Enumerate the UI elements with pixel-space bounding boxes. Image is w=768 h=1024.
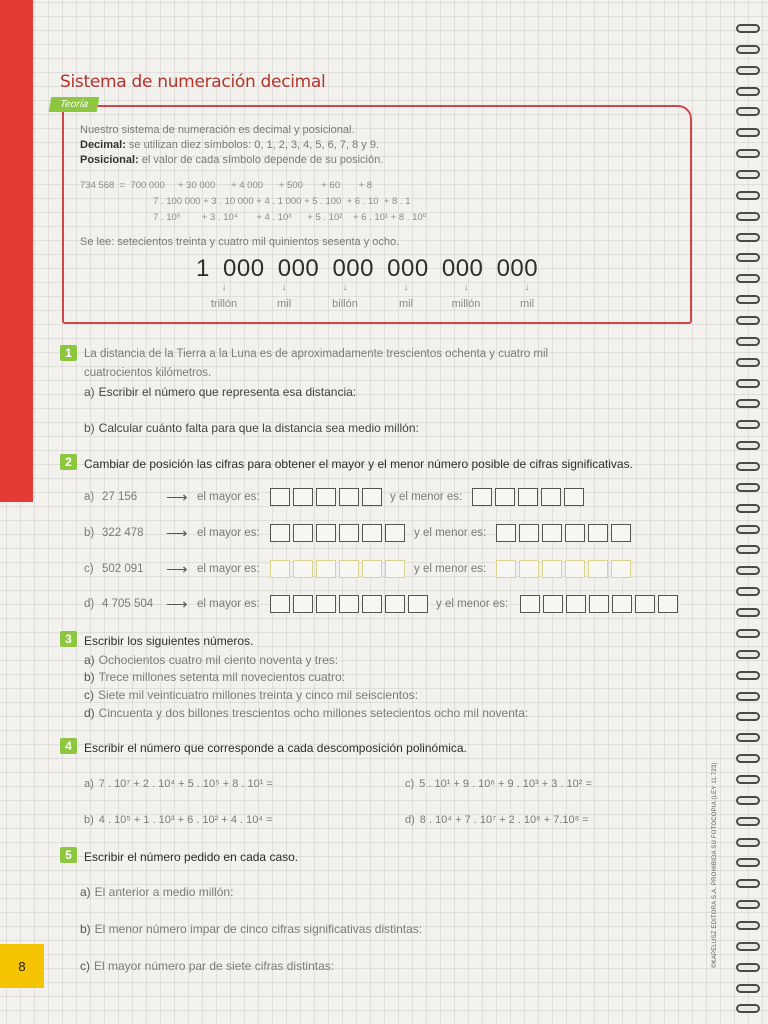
scale-billon: [315, 282, 375, 310]
scale-mil-1: [254, 282, 314, 310]
menor-label: y el menor es:: [414, 563, 487, 575]
mayor-label: el mayor es:: [197, 563, 260, 575]
scale-label: trillón: [210, 298, 238, 310]
digit-box[interactable]: [270, 488, 290, 506]
exercise-4c: [405, 778, 592, 790]
spiral-ring: [736, 441, 760, 450]
exercise-5b: [80, 922, 422, 936]
spiral-ring: [736, 274, 760, 283]
exercise-4a: [84, 778, 273, 790]
posicional-label: Posicional:: [80, 154, 139, 166]
mayor-answer-boxes[interactable]: [270, 524, 405, 542]
digit-box[interactable]: [472, 488, 492, 506]
spiral-ring: [736, 900, 760, 909]
scale-label: millón: [451, 298, 481, 310]
digit-box[interactable]: [543, 595, 563, 613]
digit-box[interactable]: [565, 560, 585, 578]
digit-box[interactable]: [496, 560, 516, 578]
spiral-ring: [736, 253, 760, 262]
row-number: 502 091: [102, 563, 144, 575]
digit-box[interactable]: [611, 524, 631, 542]
theory-intro: Nuestro sistema de numeración es decimal y posicional.: [80, 124, 355, 136]
digit-box[interactable]: [339, 560, 359, 578]
scale-millon: [436, 282, 496, 310]
menor-answer-boxes[interactable]: [472, 488, 584, 506]
digit-box[interactable]: [495, 488, 515, 506]
spiral-ring: [736, 879, 760, 888]
down-arrow-icon: ↓: [342, 282, 348, 293]
item-expression: 4 . 10⁵ + 1 . 10³ + 6 . 10² + 4 . 10⁴ =: [98, 814, 273, 826]
spiral-ring: [736, 504, 760, 513]
digit-box[interactable]: [316, 595, 336, 613]
exercise-3-title: Escribir los siguientes números.: [84, 634, 254, 648]
item-text: El menor número impar de cinco cifras significativas distintas:: [94, 922, 423, 936]
spiral-ring: [736, 608, 760, 617]
menor-answer-boxes[interactable]: [496, 560, 631, 578]
scale-label: mil: [276, 298, 292, 310]
spiral-ring: [736, 483, 760, 492]
exercise-2-title: Cambiar de posición las cifras para obtener el mayor y el menor número posible de cifras significativas.: [84, 457, 633, 471]
digit-box[interactable]: [518, 488, 538, 506]
menor-label: y el menor es:: [390, 491, 463, 503]
posicional-text: el valor de cada símbolo depende de su posición.: [138, 154, 384, 166]
digit-box[interactable]: [362, 560, 382, 578]
row-letter: d): [84, 598, 95, 610]
spiral-ring: [736, 712, 760, 721]
menor-label: y el menor es:: [414, 527, 487, 539]
page-title: Sistema de numeración decimal: [60, 72, 326, 92]
exercise-4b: [84, 814, 273, 826]
spiral-ring: [736, 817, 760, 826]
spiral-ring: [736, 45, 760, 54]
spiral-ring: [736, 149, 760, 158]
spiral-ring: [736, 66, 760, 75]
exercise-4d: [405, 814, 589, 826]
digit-box[interactable]: [612, 595, 632, 613]
digit-box[interactable]: [270, 595, 290, 613]
item-letter: d): [84, 706, 95, 720]
digit-box[interactable]: [611, 560, 631, 578]
item-letter: d): [405, 814, 415, 826]
row-letter: c): [84, 563, 94, 575]
digit-box[interactable]: [588, 560, 608, 578]
down-arrow-icon: ↓: [403, 282, 409, 293]
digit-box[interactable]: [520, 595, 540, 613]
digit-box[interactable]: [519, 524, 539, 542]
digit-box[interactable]: [339, 595, 359, 613]
spiral-ring: [736, 87, 760, 96]
menor-answer-boxes[interactable]: [496, 524, 631, 542]
digit-box[interactable]: [270, 524, 290, 542]
exercise-3-number: 3: [60, 631, 77, 647]
theory-posicional: [80, 154, 383, 166]
item-text: El anterior a medio millón:: [94, 885, 234, 899]
copyright-note: ©KAPELUSZ EDITORA S.A. PROHIBIDA SU FOTOCOPIA (LEY 11.723): [712, 762, 718, 968]
mayor-label: el mayor es:: [197, 527, 260, 539]
digit-box[interactable]: [541, 488, 561, 506]
digit-box[interactable]: [293, 524, 313, 542]
item-letter: b): [84, 421, 95, 435]
spiral-ring: [736, 420, 760, 429]
mayor-answer-boxes[interactable]: [270, 595, 428, 613]
theory-tab: Teoría: [49, 97, 100, 112]
exercise-1-number: 1: [60, 345, 77, 361]
digit-box[interactable]: [293, 560, 313, 578]
big-number: 1 000 000 000 000 000 000: [196, 255, 539, 282]
decomposition-line-3: 7 . 10⁵ + 3 . 10⁴ + 4 . 10³ + 5 . 10² + 6 . 10¹ + 8 . 10⁰: [153, 212, 427, 223]
digit-box[interactable]: [589, 595, 609, 613]
scale-mil-2: [376, 282, 436, 310]
item-letter: a): [84, 385, 95, 399]
menor-answer-boxes[interactable]: [520, 595, 678, 613]
digit-box[interactable]: [519, 560, 539, 578]
digit-box[interactable]: [408, 595, 428, 613]
spiral-ring: [736, 984, 760, 993]
spiral-ring: [736, 858, 760, 867]
mayor-label: el mayor es:: [197, 491, 260, 503]
decomposition-line-2: 7 . 100 000 + 3 . 10 000 + 4 . 1 000 + 5 . 100 + 6 . 10 + 8 . 1: [153, 196, 411, 207]
digit-box[interactable]: [564, 488, 584, 506]
scale-label: mil: [519, 298, 535, 310]
item-letter: b): [84, 670, 95, 684]
spiral-ring: [736, 692, 760, 701]
red-margin-band: [0, 0, 33, 502]
digit-box[interactable]: [339, 488, 359, 506]
item-text: El mayor número par de siete cifras distintas:: [94, 959, 335, 973]
digit-box[interactable]: [293, 488, 313, 506]
exercise-4-title: Escribir el número que corresponde a cada descomposición polinómica.: [84, 741, 467, 755]
spiral-ring: [736, 107, 760, 116]
digit-box[interactable]: [362, 488, 382, 506]
digit-box[interactable]: [542, 524, 562, 542]
decomposition-line-1: 734 568 = 700 000 + 30 000 + 4 000 + 500 + 60 + 8: [80, 180, 373, 191]
digit-box[interactable]: [339, 524, 359, 542]
exercise-5a: [80, 885, 233, 899]
page-number: 8: [0, 944, 44, 988]
mayor-label: el mayor es:: [197, 598, 260, 610]
theory-reading: Se lee: setecientos treinta y cuatro mil quinientos sesenta y ocho.: [80, 236, 400, 248]
spiral-ring: [736, 921, 760, 930]
item-text: Siete mil veinticuatro millones treinta y cinco mil seiscientos:: [98, 688, 419, 702]
spiral-ring: [736, 24, 760, 33]
item-letter: c): [405, 778, 415, 790]
spiral-ring: [736, 838, 760, 847]
spiral-ring: [736, 1004, 760, 1013]
menor-label: y el menor es:: [436, 598, 509, 610]
exercise-3c: [84, 688, 418, 702]
arrow-icon: ⟶: [166, 525, 188, 542]
digit-box[interactable]: [362, 595, 382, 613]
down-arrow-icon: ↓: [524, 282, 530, 293]
arrow-icon: ⟶: [166, 596, 188, 613]
decimal-text: se utilizan diez símbolos: 0, 1, 2, 3, 4, 5, 6, 7, 8 y 9.: [125, 139, 379, 151]
scale-trillon: [194, 282, 254, 310]
spiral-ring: [736, 775, 760, 784]
spiral-ring: [736, 191, 760, 200]
item-letter: a): [80, 885, 91, 899]
spiral-ring: [736, 733, 760, 742]
arrow-icon: ⟶: [166, 489, 188, 506]
spiral-ring: [736, 587, 760, 596]
item-expression: 7 . 10⁷ + 2 . 10⁴ + 5 . 10⁵ + 8 . 10¹ =: [98, 778, 273, 790]
exercise-5c: [80, 959, 334, 973]
item-letter: b): [80, 922, 91, 936]
down-arrow-icon: ↓: [281, 282, 287, 293]
item-text: Calcular cuánto falta para que la distancia sea medio millón:: [98, 421, 419, 435]
item-text: Cincuenta y dos billones trescientos ocho millones setecientos ocho mil noventa:: [98, 706, 529, 720]
item-letter: b): [84, 814, 94, 826]
spiral-ring: [736, 233, 760, 242]
exercise-3d: [84, 706, 528, 720]
spiral-ring: [736, 545, 760, 554]
arrow-icon: ⟶: [166, 561, 188, 578]
digit-box[interactable]: [293, 595, 313, 613]
spiral-ring: [736, 754, 760, 763]
digit-box[interactable]: [316, 524, 336, 542]
digit-box[interactable]: [270, 560, 290, 578]
digit-box[interactable]: [588, 524, 608, 542]
scale-label: billón: [332, 298, 358, 310]
row-number: 27 156: [102, 491, 138, 503]
scale-mil-3: [497, 282, 557, 310]
digit-box[interactable]: [542, 560, 562, 578]
exercise-4-number: 4: [60, 738, 77, 754]
item-letter: a): [84, 653, 95, 667]
spiral-ring: [736, 399, 760, 408]
exercise-5-number: 5: [60, 847, 77, 863]
row-letter: b): [84, 527, 95, 539]
mayor-answer-boxes[interactable]: [270, 560, 405, 578]
exercise-5-title: Escribir el número pedido en cada caso.: [84, 850, 299, 864]
digit-box[interactable]: [385, 560, 405, 578]
item-text: Ochocientos cuatro mil ciento noventa y tres:: [98, 653, 339, 667]
spiral-ring: [736, 462, 760, 471]
item-letter: c): [84, 688, 94, 702]
spiral-ring: [736, 170, 760, 179]
row-number: 4 705 504: [102, 598, 154, 610]
digit-box[interactable]: [658, 595, 678, 613]
theory-decimal: [80, 139, 379, 151]
item-text: Escribir el número que representa esa distancia:: [98, 385, 357, 399]
exercise-1-text-line1: La distancia de la Tierra a la Luna es de aproximadamente trescientos ochenta y cuatro mil: [84, 348, 549, 360]
down-arrow-icon: ↓: [463, 282, 469, 293]
decimal-label: Decimal:: [80, 139, 126, 151]
digit-box[interactable]: [635, 595, 655, 613]
digit-box[interactable]: [496, 524, 516, 542]
spiral-ring: [736, 337, 760, 346]
spiral-ring: [736, 525, 760, 534]
spiral-ring: [736, 212, 760, 221]
item-letter: a): [84, 778, 94, 790]
spiral-ring: [736, 796, 760, 805]
row-letter: a): [84, 491, 95, 503]
scale-label: mil: [398, 298, 414, 310]
item-expression: 5 . 10¹ + 9 . 10⁶ + 9 . 10³ + 3 . 10² =: [419, 778, 592, 790]
spiral-ring: [736, 379, 760, 388]
spiral-ring: [736, 629, 760, 638]
spiral-ring: [736, 942, 760, 951]
down-arrow-icon: ↓: [221, 282, 227, 293]
spiral-ring: [736, 671, 760, 680]
spiral-binding: [736, 24, 766, 1014]
digit-box[interactable]: [566, 595, 586, 613]
exercise-3b: [84, 670, 345, 684]
exercise-3a: [84, 653, 338, 667]
item-expression: 8 . 10⁴ + 7 . 10⁷ + 2 . 10⁶ + 7.10⁸ =: [419, 814, 589, 826]
row-number: 322 478: [102, 527, 144, 539]
spiral-ring: [736, 358, 760, 367]
digit-box[interactable]: [385, 524, 405, 542]
digit-box[interactable]: [385, 595, 405, 613]
spiral-ring: [736, 963, 760, 972]
digit-box[interactable]: [316, 488, 336, 506]
exercise-1b: [84, 421, 419, 435]
spiral-ring: [736, 295, 760, 304]
item-letter: c): [80, 959, 90, 973]
spiral-ring: [736, 316, 760, 325]
digit-box[interactable]: [316, 560, 336, 578]
exercise-1a: [84, 385, 356, 399]
spiral-ring: [736, 128, 760, 137]
mayor-answer-boxes[interactable]: [270, 488, 382, 506]
spiral-ring: [736, 566, 760, 575]
exercise-1-text-line2: cuatrocientos kilómetros.: [84, 367, 212, 379]
digit-box[interactable]: [565, 524, 585, 542]
exercise-2-number: 2: [60, 454, 77, 470]
spiral-ring: [736, 650, 760, 659]
digit-box[interactable]: [362, 524, 382, 542]
item-text: Trece millones setenta mil novecientos cuatro:: [98, 670, 346, 684]
